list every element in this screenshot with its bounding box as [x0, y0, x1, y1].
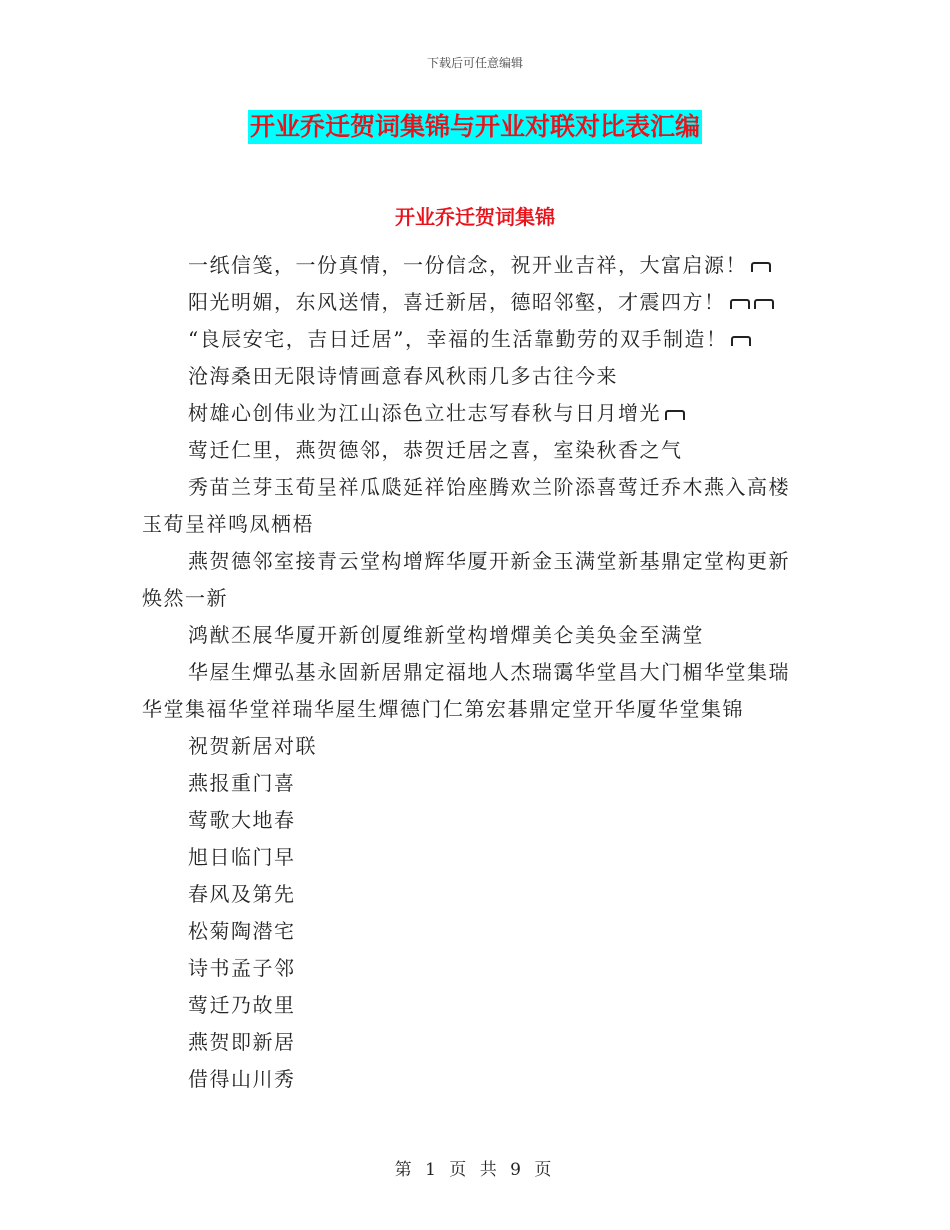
paragraph: 树雄心创伟业为江山添色立壮志写春秋与日月增光 [142, 395, 802, 432]
couplet-line: 莺歌大地春 [188, 808, 296, 832]
paragraph: 华屋生燀弘基永固新居鼎定福地人杰瑞霭华堂昌大门楣华堂集瑞华堂集福华堂祥瑞华屋生燀德门仁第宏碁鼎定堂开华厦华堂集锦 [142, 660, 790, 721]
couplet-line: 旭日临门早 [188, 845, 296, 869]
paragraph: 祝贺新居对联 [188, 734, 317, 758]
paragraph: 一纸信笺，一份真情，一份信念，祝开业吉祥，大富启源！ [142, 247, 802, 284]
paragraph: 鸿猷丕展华厦开新创厦维新堂构增燀美仑美奂金至满堂 [188, 623, 704, 647]
paragraph-mark-icon [730, 299, 750, 309]
couplet-line: 春风及第先 [188, 882, 296, 906]
paragraph: “良辰安宅，吉日迁居”，幸福的生活靠勤劳的双手制造！ [142, 321, 802, 358]
paragraph-mark-icon [754, 299, 774, 309]
paragraph: 阳光明媚，东风送情，喜迁新居，德昭邻壑，才震四方！ [142, 284, 802, 321]
page-footer: 第 1 页 共 9 页 [394, 1160, 556, 1180]
paragraph-mark-icon [731, 336, 751, 346]
couplet-line: 诗书孟子邻 [188, 956, 296, 980]
couplet-line: 莺迁乃故里 [188, 993, 296, 1017]
header-note: 下载后可任意编辑 [426, 56, 523, 70]
couplet-line: 燕报重门喜 [188, 771, 296, 795]
couplet-line: 借得山川秀 [188, 1067, 296, 1091]
paragraph: 沧海桑田无限诗情画意春风秋雨几多古往今来 [188, 364, 618, 388]
document-title-wrap [0, 110, 950, 144]
paragraph: 秀苗兰芽玉荀呈祥瓜瓞延祥饴座腾欢兰阶添喜莺迁乔木燕入高楼玉荀呈祥鸣凤栖梧 [142, 475, 790, 536]
paragraph: 燕贺德邻室接青云堂构增辉华厦开新金玉满堂新基鼎定堂构更新焕然一新 [142, 549, 790, 610]
paragraph-mark-icon [751, 262, 771, 272]
paragraph: 莺迁仁里，燕贺德邻，恭贺迁居之喜，室染秋香之气 [188, 438, 683, 462]
body-text [142, 247, 802, 1098]
couplet-line: 松菊陶潜宅 [188, 919, 296, 943]
paragraph-mark-icon [665, 410, 685, 420]
document-title: 开业乔迁贺词集锦与开业对联对比表汇编 [248, 110, 702, 144]
section-title: 开业乔迁贺词集锦 [395, 205, 555, 229]
couplet-line: 燕贺即新居 [188, 1030, 296, 1054]
